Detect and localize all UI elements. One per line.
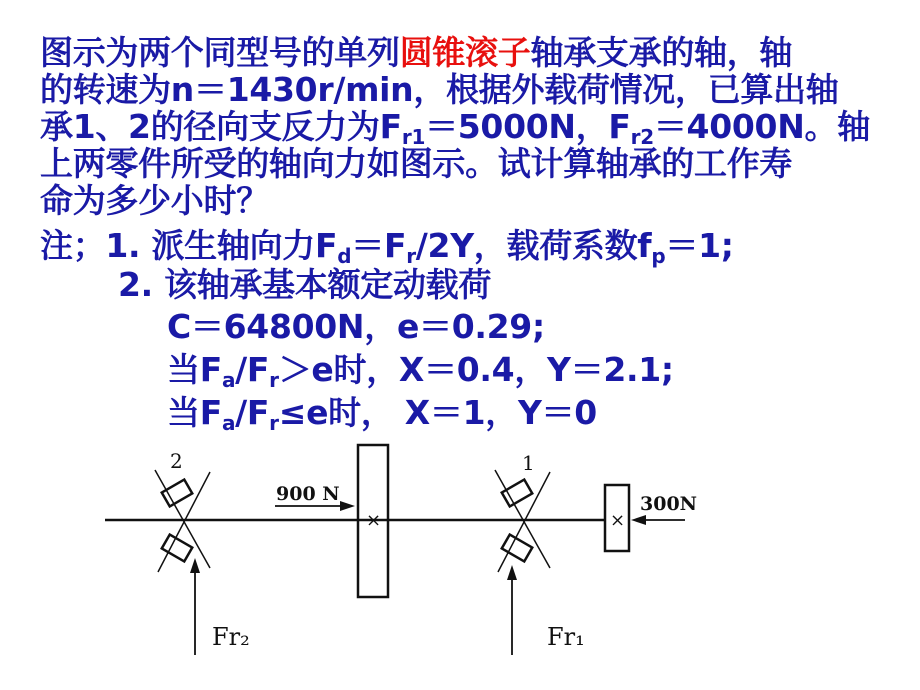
problem-text: 图示为两个同型号的单列	[40, 33, 400, 72]
subscript: r1	[401, 125, 426, 149]
note-text: ＝1;	[665, 226, 734, 265]
problem-line-2: 的转速为n＝1430r/min，根据外载荷情况，已算出轴	[40, 70, 839, 109]
problem-text: ＝5000N，F	[425, 107, 631, 146]
arrow-head-fr2	[190, 558, 200, 573]
subscript: r	[269, 411, 279, 435]
problem-line-1	[40, 34, 900, 71]
note-text: 当F	[167, 393, 222, 432]
problem-statement	[40, 33, 900, 435]
note-text: /2Y，载荷系数f	[415, 226, 652, 265]
subscript: p	[651, 244, 666, 268]
subscript: d	[337, 244, 352, 268]
arrow-head-300	[631, 515, 646, 525]
problem-text: ＝4000N。轴	[653, 107, 870, 146]
arrow-head-fr1	[507, 565, 517, 580]
note-text: ＝F	[351, 226, 407, 265]
bearing-2-label: 2	[170, 449, 183, 473]
force-900-label: 900 N	[276, 483, 340, 505]
fr1-label: Fr₁	[547, 623, 585, 651]
bearing-1-label: 1	[522, 451, 535, 475]
subscript: r	[406, 244, 416, 268]
subscript: r2	[630, 125, 654, 149]
note-text: /F	[235, 393, 270, 432]
note-line-2: 2. 该轴承基本额定动载荷	[118, 265, 492, 304]
gear-mark: ×	[366, 510, 382, 531]
note-line-3: C＝64800N，e＝0.29;	[167, 307, 545, 346]
problem-line-4: 上两零件所受的轴向力如图示。试计算轴承的工作寿	[40, 144, 793, 183]
problem-text: 承1、2的径向支反力为F	[40, 107, 402, 146]
note-text: 注；1. 派生轴向力F	[40, 226, 338, 265]
highlight-tapered-roller: 圆锥滚子	[399, 33, 531, 72]
problem-text: 轴承支承的轴，轴	[530, 33, 793, 72]
pulley-mark: ×	[610, 510, 626, 531]
fr2-label: Fr₂	[212, 623, 250, 651]
subscript: a	[221, 411, 236, 435]
shaft-diagram-svg	[100, 440, 720, 680]
note-line-1	[40, 226, 900, 268]
note-line-4	[40, 350, 900, 392]
note-text: ＞e时，X＝0.4，Y＝2.1;	[278, 350, 674, 389]
note-text: /F	[235, 350, 270, 389]
note-text: 当F	[167, 350, 222, 389]
subscript: a	[221, 368, 236, 392]
problem-line-3	[40, 107, 900, 149]
note-text: ≤e时， X＝1，Y＝0	[278, 393, 597, 432]
note-line-5	[40, 393, 900, 435]
shaft-diagram	[100, 440, 720, 680]
problem-line-5: 命为多少小时？	[40, 181, 269, 220]
subscript: r	[269, 368, 279, 392]
force-300-label: 300N	[640, 493, 698, 515]
arrow-head-900	[340, 501, 355, 511]
